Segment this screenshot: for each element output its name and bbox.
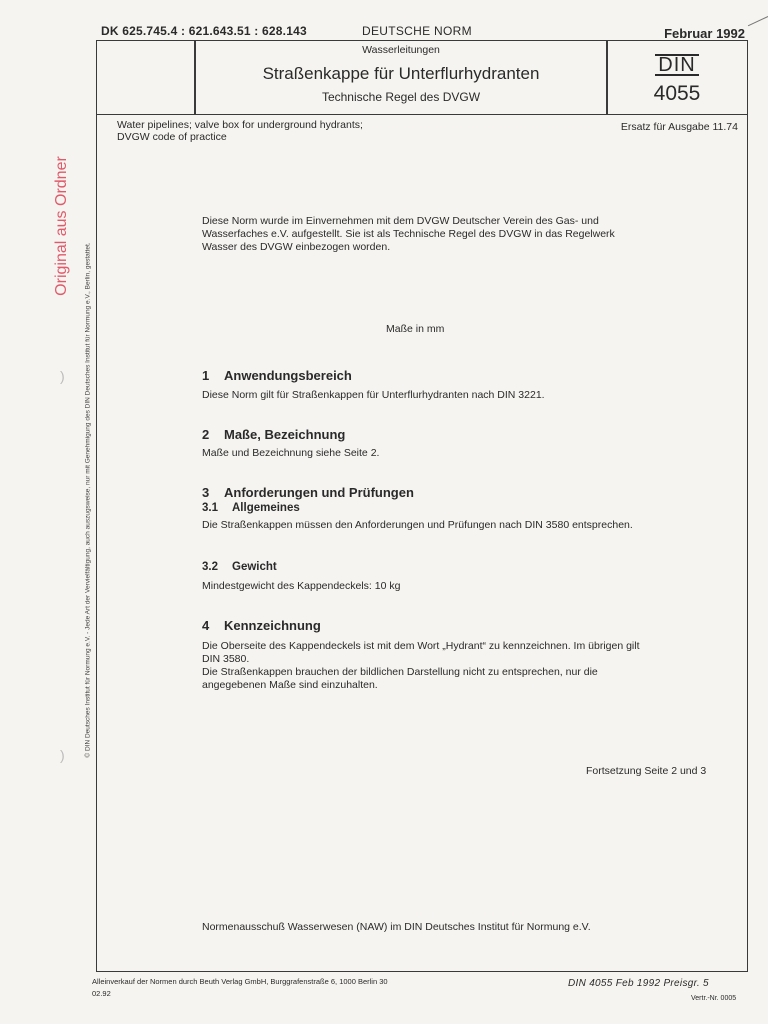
section-number: 3 — [202, 485, 210, 500]
section-3-2-text: Mindestgewicht des Kappendeckels: 10 kg — [202, 580, 401, 592]
section-1-text: Diese Norm gilt für Straßenkappen für Unterflurhydranten nach DIN 3221. — [202, 389, 545, 401]
page-title: Straßenkappe für Unterflurhydranten — [262, 64, 540, 83]
section-title: Kennzeichnung — [224, 618, 321, 633]
english-title-line-2: DVGW code of practice — [117, 131, 227, 143]
continuation-note: Fortsetzung Seite 2 und 3 — [586, 765, 707, 777]
din-number: 4055 — [653, 82, 701, 105]
english-title — [117, 119, 363, 143]
header-row — [97, 22, 749, 40]
original-stamp: Original aus Ordner — [53, 156, 70, 296]
section-4-text-2: Die Straßenkappen brauchen der bildlichen Darstellung nicht zu entsprechen, nur die angegebenen Maße sind einzuhalten. — [202, 666, 598, 691]
footer-date-code: 02.92 — [92, 989, 111, 998]
footer-vertr-number: Vertr.-Nr. 0005 — [691, 995, 737, 1002]
footer-publisher-line: Alleinverkauf der Normen durch Beuth Verlag GmbH, Burggrafenstraße 6, 1000 Berlin 30 — [92, 977, 388, 986]
english-title-line-1: Water pipelines; valve box for underground hydrants; — [117, 119, 363, 131]
section-1-heading — [202, 368, 352, 383]
section-4-text-1: Die Oberseite des Kappendeckels ist mit dem Wort „Hydrant“ zu kennzeichnen. Im übrigen gilt DIN 3580. — [202, 640, 640, 665]
title-category: Wasserleitungen — [362, 44, 440, 56]
issue-date: Februar 1992 — [664, 26, 745, 41]
replacement-note: Ersatz für Ausgabe 11.74 — [620, 121, 738, 133]
binder-hole-mark: ) — [60, 747, 65, 763]
section-4-heading — [202, 618, 321, 633]
norm-label: DEUTSCHE NORM — [362, 24, 472, 38]
section-number: 1 — [202, 368, 210, 383]
section-title: Gewicht — [232, 561, 277, 573]
section-title: Maße, Bezeichnung — [224, 427, 346, 442]
units-note: Maße in mm — [386, 323, 445, 335]
title-subtitle: Technische Regel des DVGW — [321, 90, 481, 104]
dk-number: DK 625.745.4 : 621.643.51 : 628.143 — [101, 24, 307, 38]
section-3-1-heading — [202, 502, 300, 514]
section-number: 2 — [202, 427, 210, 442]
section-3-heading — [202, 485, 414, 500]
section-3-1-text: Die Straßenkappen müssen den Anforderungen und Prüfungen nach DIN 3580 entsprechen. — [202, 519, 633, 531]
section-3-2-heading — [202, 561, 277, 573]
footer-publisher — [92, 976, 388, 1000]
din-logo — [608, 54, 746, 77]
page-frame — [96, 40, 748, 972]
section-title: Anforderungen und Prüfungen — [224, 485, 414, 500]
section-2-heading — [202, 427, 345, 442]
section-number: 4 — [202, 618, 210, 633]
din-label-text: DIN — [655, 54, 698, 76]
title-box — [96, 40, 748, 115]
footer-din-reference: DIN 4055 Feb 1992 Preisgr. 5 — [568, 978, 709, 989]
section-number: 3.1 — [202, 502, 218, 514]
committee-note: Normenausschuß Wasserwesen (NAW) im DIN Deutsches Institut für Normung e.V. — [202, 921, 591, 933]
copyright-notice: © DIN Deutsches Institut für Normung e.V. - Jede Art der Vervielfältigung, auch auszugsweise, nur mit Genehmigung des DIN Deutsches Institut für Normung e.V., Berlin, gestattet. — [84, 242, 92, 758]
page-corner-mark — [748, 16, 768, 39]
section-number: 3.2 — [202, 561, 218, 573]
intro-paragraph: Diese Norm wurde im Einvernehmen mit dem DVGW Deutscher Verein des Gas- und Wasserfaches e.V. aufgestellt. Sie ist als Technische Regel des DVGW in das Regelwerk Wasser des DVGW einbezogen worden. — [202, 215, 615, 253]
binder-hole-mark: ) — [60, 368, 65, 384]
section-title: Anwendungsbereich — [224, 368, 352, 383]
section-title: Allgemeines — [232, 502, 300, 514]
section-2-text: Maße und Bezeichnung siehe Seite 2. — [202, 447, 380, 459]
